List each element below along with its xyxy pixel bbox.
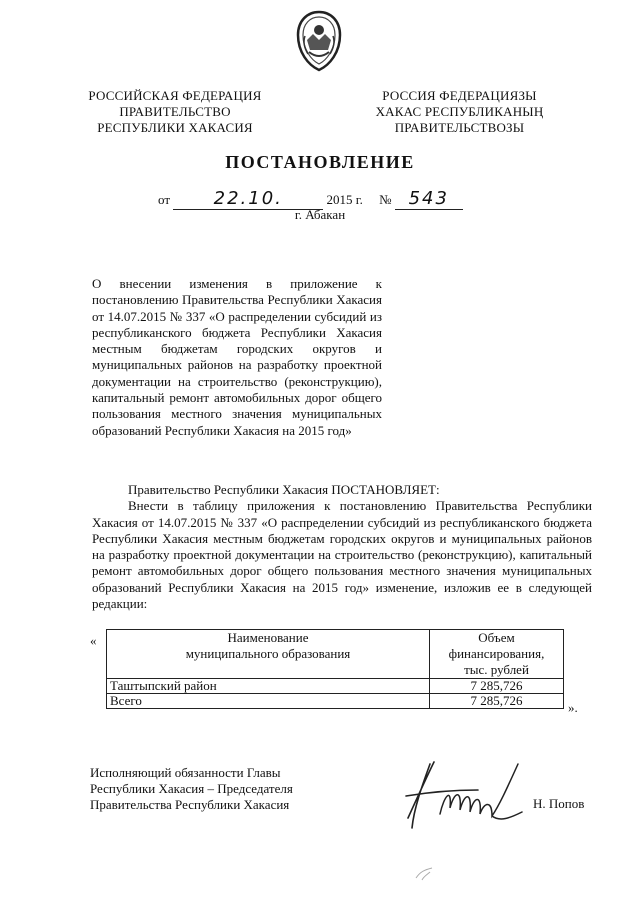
header-right-block [352,88,567,136]
header-line: Объем [478,630,515,645]
quote-open: « [90,633,97,648]
header-line: тыс. рублей [464,662,529,677]
document-body [92,482,592,612]
resolves-line: Правительство Республики Хакасия ПОСТАНОВЛЯЕТ: [128,482,440,497]
quote-close: ». [568,700,578,715]
date-year: 2015 г. [326,192,363,207]
header-line: Наименование [227,630,309,645]
coat-of-arms-emblem [294,10,344,72]
table-row [107,679,564,694]
column-header-name [107,630,430,679]
header-line: муниципального образования [185,646,351,661]
header-right-line: РОССИЯ ФЕДЕРАЦИЯЗЫ [382,88,537,103]
date-prefix: от [158,192,171,207]
document-title: ПОСТАНОВЛЕНИЕ [225,152,415,172]
header-line: финансирования, [448,646,545,661]
row-name: Всего [107,694,430,709]
number-label: № [379,192,392,207]
row-value: 7 285,726 [430,679,564,694]
city-label: г. Абакан [294,207,346,222]
header-right-line: ПРАВИТЕЛЬСТВОЗЫ [394,120,525,135]
table-row [107,694,564,709]
body-paragraph: Внести в таблицу приложения к постановлению Правительства Республики Хакасия от 14.07.2015 № 337 «О распределении субсидий из республиканского бюджета Республики Хакасия местным бюджетам городских округов и муниципальных районов на разработку проектной документации на строительство (реконструкцию), капитальный ремонт автомобильных дорог общего пользования местного значения муниципальных образований Республики Хакасия на 2015 год» изменение, изложив ее в следующей редакции: [92,498,592,612]
date-handwritten: 22.10. [213,188,283,209]
financing-table [106,629,564,709]
document-subject: О внесении изменения в приложение к постановлению Правительства Республики Хакасия от 14.07.2015 № 337 «О распределении субсидий из республиканского бюджета Республики Хакасия местным бюджетам городских округов и муниципальных районов на разработку проектной документации на строительство (реконструкцию), капитальный ремонт автомобильных дорог общего пользования местного значения муниципальных образований Республики Хакасия на 2015 год» [92,276,382,438]
column-header-amount [430,630,564,679]
signatory-position [90,765,293,813]
position-line: Исполняющий обязанности Главы [90,765,281,780]
header-right-line: ХАКАС РЕСПУБЛИКАНЫҢ [375,104,544,119]
header-left-line: ПРАВИТЕЛЬСТВО [119,104,231,119]
position-line: Правительства Республики Хакасия [90,797,290,812]
header-left-line: РОССИЙСКАЯ ФЕДЕРАЦИЯ [88,88,262,103]
header-left-line: РЕСПУБЛИКИ ХАКАСИЯ [97,120,253,135]
row-name: Таштыпский район [107,679,430,694]
table-header-row [107,630,564,679]
pen-mark [412,866,436,882]
handwritten-signature [400,756,530,836]
signatory-name: Н. Попов [533,796,585,811]
header-left-block [70,88,280,136]
number-handwritten: 543 [408,188,449,209]
position-line: Республики Хакасия – Председателя [90,781,293,796]
row-value: 7 285,726 [430,694,564,709]
